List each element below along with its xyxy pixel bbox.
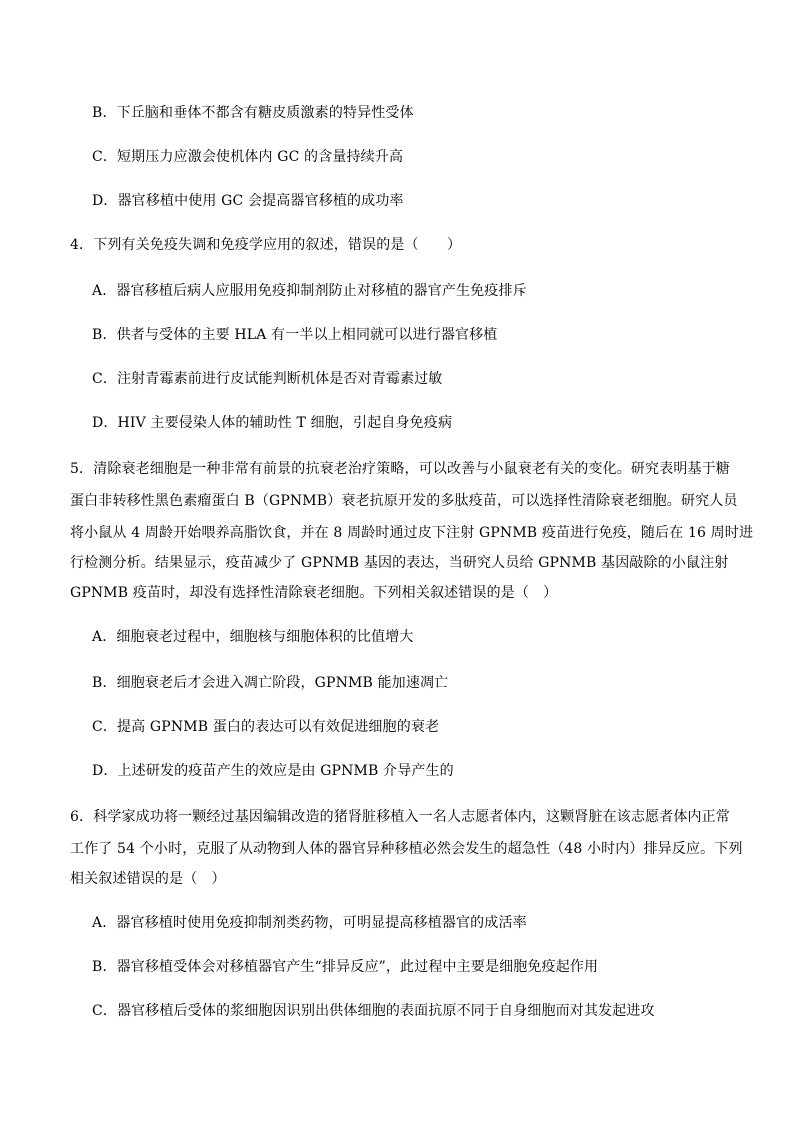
q5-option-d: D．上述研发的疫苗产生的效应是由 GPNMB 介导产生的	[92, 763, 454, 779]
q4-option-c: C．注射青霉素前进行皮试能判断机体是否对青霉素过敏	[92, 371, 443, 387]
q6-stem-line-3: 相关叙述错误的是（ ）	[70, 871, 226, 887]
q5-stem-line-2: 蛋白非转移性黑色素瘤蛋白 B（GPNMB）衰老抗原开发的多肽疫苗，可以选择性清除衰老细胞。研究人员	[70, 493, 738, 509]
q6-stem-line-2: 工作了 54 个小时，克服了从动物到人体的器官异种移植必然会发生的超急性（48 小时内）排异反应。下列	[70, 841, 743, 857]
q5-stem-line-4: 行检测分析。结果显示，疫苗减少了 GPNMB 基因的表达，当研究人员给 GPNMB 基因敲除的小鼠注射	[70, 555, 729, 571]
q3-option-b: B．下丘脑和垂体不都含有糖皮质激素的特异性受体	[92, 105, 414, 121]
q6-option-c: C．器官移植后受体的浆细胞因识别出供体细胞的表面抗原不同于自身细胞而对其发起进攻	[92, 1003, 655, 1019]
q3-option-c: C．短期压力应激会使机体内 GC 的含量持续升高	[92, 149, 404, 165]
q5-stem-line-5: GPNMB 疫苗时，却没有选择性清除衰老细胞。下列相关叙述错误的是（ ）	[70, 585, 558, 601]
q4-option-a: A．器官移植后病人应服用免疫抑制剂防止对移植的器官产生免疫排斥	[92, 283, 527, 299]
q5-stem-line-1: 5．清除衰老细胞是一种非常有前景的抗衰老治疗策略，可以改善与小鼠衰老有关的变化。研究表明基于糖	[70, 461, 730, 477]
q4-option-b: B．供者与受体的主要 HLA 有一半以上相同就可以进行器官移植	[92, 327, 498, 343]
q6-option-a: A．器官移植时使用免疫抑制剂类药物，可明显提高移植器官的成活率	[92, 915, 527, 931]
q4-option-d: D．HIV 主要侵染人体的辅助性 T 细胞，引起自身免疫病	[92, 415, 453, 431]
q5-option-a: A．细胞衰老过程中，细胞核与细胞体积的比值增大	[92, 629, 414, 645]
q6-option-b: B．器官移植受体会对移植器官产生“排异反应”，此过程中主要是细胞免疫起作用	[92, 959, 599, 975]
q3-option-d: D．器官移植中使用 GC 会提高器官移植的成功率	[92, 193, 404, 209]
q6-stem-line-1: 6．科学家成功将一颗经过基因编辑改造的猪肾脏移植入一名人志愿者体内，这颗肾脏在该志愿者体内正常	[70, 809, 730, 825]
q5-stem-line-3: 将小鼠从 4 周龄开始喂养高脂饮食，并在 8 周龄时通过皮下注射 GPNMB 疫苗进行免疫，随后在 16 周时进	[70, 525, 754, 541]
q5-option-c: C．提高 GPNMB 蛋白的表达可以有效促进细胞的衰老	[92, 719, 440, 735]
q5-option-b: B．细胞衰老后才会进入凋亡阶段，GPNMB 能加速凋亡	[92, 675, 449, 691]
q4-stem: 4．下列有关免疫失调和免疫学应用的叙述，错误的是（ ）	[70, 237, 462, 253]
